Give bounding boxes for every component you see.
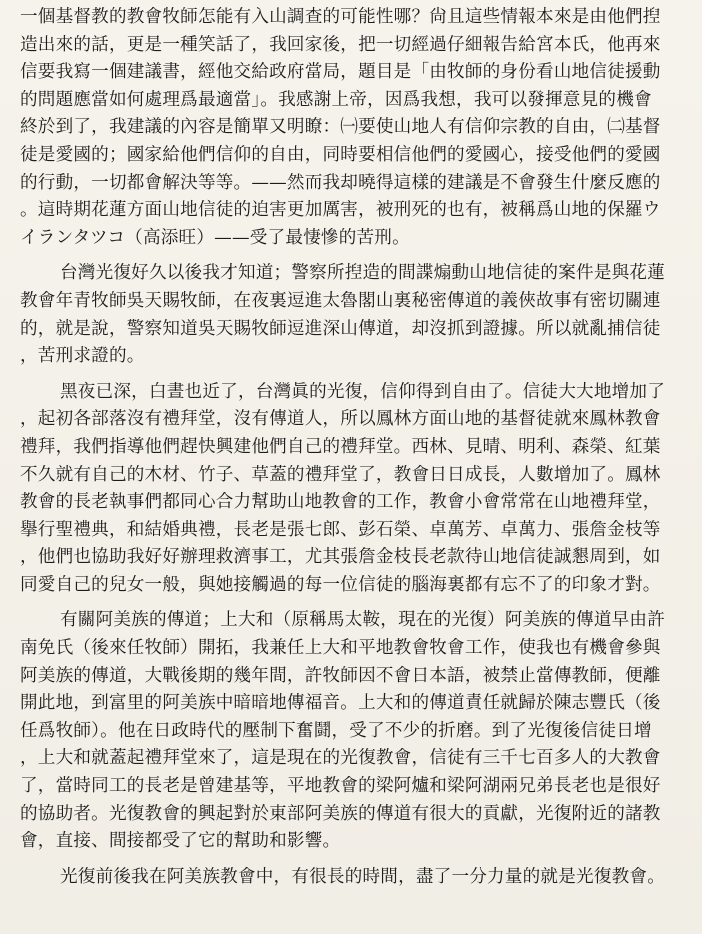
document-body [20, 4, 696, 891]
paragraph-3 [20, 379, 696, 600]
text-line: 阿美族的傳道，大戰後期的幾年間，許牧師因不會日本語，被禁止當傳教師，便離 [20, 665, 661, 686]
text-line: 黑夜已深，白晝也近了，台灣眞的光復，信仰得到自由了。信徒大大地增加了 [60, 381, 665, 402]
text-line: 擧行聖禮典，和結婚典禮，長老是張七郎、彭石榮、卓萬芳、卓萬力、張詹金枝等 [20, 519, 661, 540]
paragraph-4 [20, 607, 696, 855]
text-line: 造出來的話，更是一種笑話了，我回家後，把一切經過仔細報告給宮本氏，他再來 [20, 34, 661, 55]
text-line: 的行動，一切都會解決等等。——然而我却曉得這樣的建議是不會發生什麼反應的 [20, 172, 661, 193]
text-line: 會，直接、間接都受了它的幫助和影響。 [20, 831, 341, 852]
paragraph-1 [20, 4, 696, 252]
text-line: 開此地，到富里的阿美族中暗暗地傳福音。上大和的傳道責任就歸於陳志豐氏（後 [20, 693, 661, 714]
paragraph-5 [20, 864, 696, 892]
text-line: 同愛自己的兒女一般，與她接觸過的每一位信徒的腦海裏都有忘不了的印象才對。 [20, 574, 661, 595]
text-line: 徒是愛國的；國家給他們信仰的自由，同時要相信他們的愛國心，接受他們的愛國 [20, 144, 661, 165]
text-line: 。這時期花蓮方面山地信徒的迫害更加厲害，被刑死的也有，被稱爲山地的保羅ウ [20, 200, 661, 221]
text-line: 教會年青牧師吳天賜牧師，在夜裏逗進太魯閣山裏秘密傳道的義俠故事有密切關連 [20, 290, 661, 311]
text-line: ，上大和就蓋起禮拜堂來了，這是現在的光復教會，信徒有三千七百多人的大教會 [20, 748, 661, 769]
text-line: 的，就是說，警察知道吳天賜牧師逗進深山傳道，却沒抓到證據。所以就亂捕信徒 [20, 318, 661, 339]
text-line: 的協助者。光復教會的興起對於東部阿美族的傳道有很大的貢獻，光復附近的諸教 [20, 803, 661, 824]
text-line: 信要我寫一個建議書，經他交給政府當局，題目是「由牧師的身份看山地信徒援動 [20, 62, 661, 83]
text-line: ，他們也協助我好好辦理救濟事工，尤其張詹金枝長老款待山地信徒誠懇周到，如 [20, 547, 661, 568]
text-line: 不久就有自己的木材、竹子、草蓋的禮拜堂了，教會日日成長，人數增加了。鳳林 [20, 464, 661, 485]
text-line: 一個基督教的教會牧師怎能有入山調查的可能性哪？尙且這些情報本來是由他們揑 [20, 7, 661, 27]
text-line: 了，當時同工的長老是曾建基等，平地教會的梁阿爐和梁阿湖兩兄弟長老也是很好 [20, 776, 661, 797]
text-line: 有關阿美族的傳道；上大和（原稱馬太鞍，現在的光復）阿美族的傳道早由許 [60, 610, 665, 631]
text-line: ，苦刑求證的。 [20, 346, 145, 367]
text-line: 任爲牧師）。他在日政時代的壓制下奮鬪，受了不少的折磨。到了光復後信徒日增 [20, 720, 652, 741]
text-line: 終於到了，我建議的內容是簡單又明瞭：㈠要使山地人有信仰宗教的自由，㈡基督 [20, 117, 661, 138]
text-line: 台灣光復好久以後我才知道；警察所揑造的間諜煽動山地信徒的案件是與花蓮 [60, 263, 665, 284]
text-line: 教會的長老執事們都同心合力幫助山地教會的工作，教會小會常常在山地禮拜堂， [20, 492, 661, 513]
paragraph-gap [20, 371, 696, 379]
paragraph-gap [20, 599, 696, 607]
text-line: 的問題應當如何處理爲最適當」。我感謝上帝，因爲我想，我可以發揮意見的機會 [20, 89, 652, 110]
text-line: 光復前後我在阿美族教會中，有很長的時間，盡了一分力量的就是光復教會。 [60, 866, 665, 887]
text-line: ，起初各部落沒有禮拜堂，沒有傳道人，所以鳳林方面山地的基督徒就來鳳林教會 [20, 409, 661, 430]
text-line: イランタツコ（高添旺）——受了最悽慘的苦刑。 [20, 227, 410, 248]
paragraph-gap [20, 252, 696, 260]
text-line: 南免氏（後來任牧師）開拓，我兼任上大和平地教會牧會工作，使我也有機會參與 [20, 638, 661, 659]
paragraph-gap [20, 856, 696, 864]
text-line: 禮拜，我們指導他們趕快興建他們自己的禮拜堂。西林、見晴、明利、森榮、紅葉 [20, 436, 661, 457]
paragraph-2 [20, 260, 696, 370]
